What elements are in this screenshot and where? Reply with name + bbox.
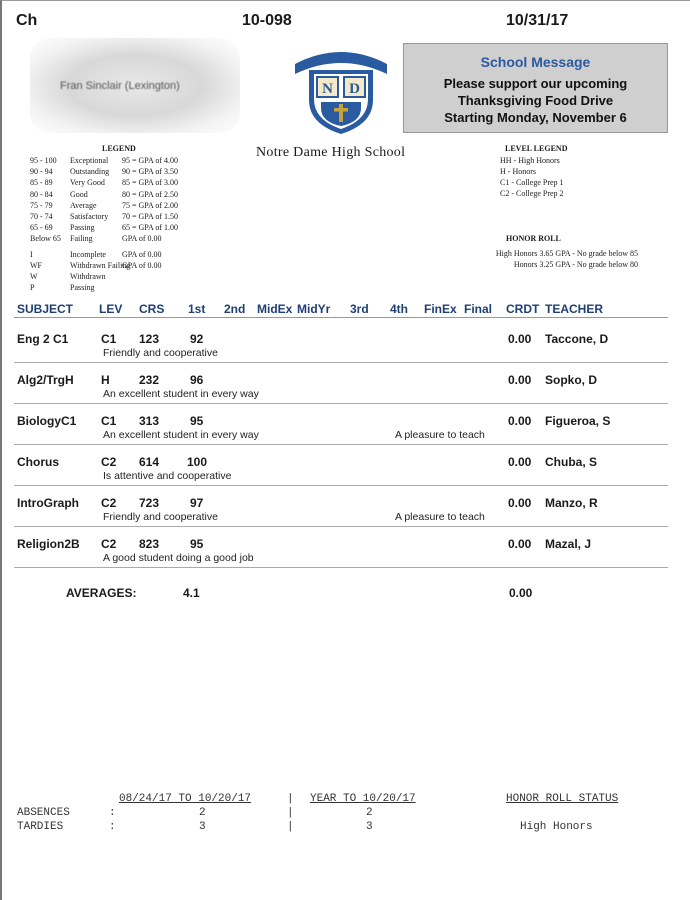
attendance-separator: | — [287, 793, 294, 805]
level-legend-item: HH - High Honors — [500, 156, 560, 165]
course-grade-1st: 95 — [190, 537, 204, 551]
header-divider — [14, 317, 668, 318]
legend-desc: Satisfactory — [70, 211, 109, 221]
svg-text:Be Imitators of Christ — [309, 36, 375, 53]
col-header-1st: 1st — [188, 302, 206, 316]
course-subject: Alg2/TrgH — [17, 373, 74, 387]
legend-gpa: 95 = GPA of 4.00 — [122, 156, 179, 165]
legend-range: 70 - 74 — [30, 211, 53, 221]
report-date: 10/31/17 — [506, 12, 569, 29]
course-number: 723 — [139, 496, 160, 510]
legend-title: LEGEND — [102, 144, 136, 153]
attendance-separator: | — [287, 821, 294, 833]
col-header-4th: 4th — [390, 302, 408, 316]
course-number: 313 — [139, 414, 160, 428]
honor-roll-status-header: HONOR ROLL STATUS — [506, 793, 619, 805]
course-number: 614 — [139, 455, 160, 469]
legend-range: 80 - 84 — [30, 189, 53, 199]
row-divider — [14, 444, 668, 445]
course-grade-1st: 92 — [190, 332, 204, 346]
honor-roll-status-value: High Honors — [520, 821, 593, 833]
school-message-line: Please support our upcoming — [443, 76, 628, 91]
legend-desc: Failing — [70, 234, 93, 244]
level-legend — [500, 155, 564, 199]
averages-gpa: 4.1 — [183, 586, 200, 600]
school-message-line: Starting Monday, November 6 — [444, 110, 627, 125]
legend-range: Below 65 — [30, 234, 61, 244]
col-header-finex: FinEx — [424, 302, 457, 316]
course-teacher: Taccone, D — [545, 332, 609, 346]
student-id: 10-098 — [242, 12, 292, 29]
school-crest-logo — [285, 36, 397, 136]
col-header-3rd: 3rd — [350, 302, 369, 316]
row-divider — [14, 526, 668, 527]
row-divider — [14, 567, 668, 568]
absences-label: ABSENCES — [17, 807, 70, 819]
course-comment: An excellent student in every way — [103, 388, 259, 400]
attendance-separator: | — [287, 807, 294, 819]
course-credit: 0.00 — [508, 455, 532, 469]
legend-range: P — [30, 283, 35, 293]
level-legend-title: LEVEL LEGEND — [505, 144, 568, 153]
course-grade-1st: 100 — [187, 455, 208, 469]
school-name: Notre Dame High School — [256, 145, 406, 160]
level-legend-item: H - Honors — [500, 167, 536, 176]
legend-desc: Incomplete — [70, 249, 106, 259]
honor-roll-criteria — [496, 248, 638, 270]
level-legend-item: C1 - College Prep 1 — [500, 178, 564, 187]
legend-range: WF — [30, 260, 42, 270]
row-divider — [14, 485, 668, 486]
absences-ytd-value: 2 — [366, 807, 373, 819]
attendance-period-header: 08/24/17 TO 10/20/17 — [119, 793, 252, 805]
col-header-lev: LEV — [99, 302, 123, 316]
course-comment: Is attentive and cooperative — [103, 470, 232, 482]
course-comment: Friendly and cooperative — [103, 511, 218, 523]
course-grade-1st: 95 — [190, 414, 204, 428]
legend-gpa: GPA of 0.00 — [122, 234, 162, 244]
legend-range: W — [30, 271, 38, 281]
redacted-address-line: Fran Sinclair (Lexington) — [60, 80, 180, 92]
legend-desc: Very Good — [70, 178, 105, 188]
legend-desc: Good — [70, 189, 88, 199]
crest-motto: Be Imitators of Christ — [308, 36, 374, 53]
absences-period-value: 2 — [199, 807, 206, 819]
legend-gpa: 90 = GPA of 3.50 — [122, 167, 179, 177]
col-header-final: Final — [464, 302, 493, 316]
legend-range: I — [30, 249, 33, 259]
course-level: C1 — [101, 414, 117, 428]
legend-gpa: 65 = GPA of 1.00 — [122, 223, 179, 233]
school-message-line: Thanksgiving Food Drive — [457, 93, 614, 108]
legend-desc: Withdrawn Failing — [70, 260, 131, 270]
course-level: C1 — [101, 332, 117, 346]
legend-range: 90 - 94 — [30, 167, 53, 177]
course-teacher: Sopko, D — [545, 373, 598, 387]
course-teacher: Manzo, R — [545, 496, 598, 510]
col-header-crs: CRS — [139, 302, 165, 316]
honor-roll-title: HONOR ROLL — [506, 234, 561, 243]
course-credit: 0.00 — [508, 537, 532, 551]
legend-range: 65 - 69 — [30, 223, 53, 233]
absences-colon: : — [109, 807, 116, 819]
tardies-colon: : — [109, 821, 116, 833]
course-credit: 0.00 — [508, 496, 532, 510]
tardies-ytd-value: 3 — [366, 821, 373, 833]
tardies-period-value: 3 — [199, 821, 206, 833]
course-teacher: Figueroa, S — [545, 414, 611, 428]
course-comment-2: A pleasure to teach — [395, 429, 485, 441]
course-subject: Eng 2 C1 — [17, 332, 69, 346]
col-header-2nd: 2nd — [224, 302, 246, 316]
course-credit: 0.00 — [508, 332, 532, 346]
course-subject: BiologyC1 — [17, 414, 77, 428]
legend-range: 75 - 79 — [30, 200, 53, 210]
course-subject: IntroGraph — [17, 496, 79, 510]
tardies-label: TARDIES — [17, 821, 64, 833]
course-credit: 0.00 — [508, 373, 532, 387]
col-header-midyr: MidYr — [297, 302, 331, 316]
course-number: 823 — [139, 537, 160, 551]
course-number: 123 — [139, 332, 160, 346]
legend-gpa: GPA of 0.00 — [122, 249, 162, 259]
averages-label: AVERAGES: — [66, 586, 137, 600]
crest-letter-n: N — [322, 81, 333, 97]
legend-desc: Outstanding — [70, 167, 110, 177]
col-header-crdt: CRDT — [506, 302, 540, 316]
legend-gpa: 70 = GPA of 1.50 — [122, 211, 179, 221]
attendance-ytd-header: YEAR TO 10/20/17 — [310, 793, 416, 805]
legend-gpa: 80 = GPA of 2.50 — [122, 189, 179, 199]
level-legend-item: C2 - College Prep 2 — [500, 189, 564, 198]
course-comment: Friendly and cooperative — [103, 347, 218, 359]
course-subject: Chorus — [17, 455, 59, 469]
course-comment-2: A pleasure to teach — [395, 511, 485, 523]
course-teacher: Mazal, J — [545, 537, 592, 551]
course-comment: An excellent student in every way — [103, 429, 259, 441]
student-name: Ch — [16, 12, 38, 29]
legend-range: 95 - 100 — [30, 156, 57, 165]
col-header-subject: SUBJECT — [17, 302, 74, 316]
course-grade-1st: 97 — [190, 496, 204, 510]
col-header-teacher: TEACHER — [545, 302, 604, 316]
averages-credit: 0.00 — [509, 586, 533, 600]
legend-gpa: 85 = GPA of 3.00 — [122, 178, 179, 188]
honor-roll-item: Honors 3.25 GPA - No grade below 80 — [513, 260, 638, 269]
legend-desc: Average — [70, 200, 97, 210]
col-header-midex: MidEx — [257, 302, 293, 316]
course-credit: 0.00 — [508, 414, 532, 428]
row-divider — [14, 403, 668, 404]
course-level: H — [101, 373, 110, 387]
course-grade-1st: 96 — [190, 373, 204, 387]
legend-gpa: GPA of 0.00 — [122, 260, 162, 270]
legend-gpa: 75 = GPA of 2.00 — [122, 200, 179, 210]
course-subject: Religion2B — [17, 537, 80, 551]
row-divider — [14, 362, 668, 363]
course-level: C2 — [101, 537, 117, 551]
legend-desc: Withdrawn — [70, 271, 106, 281]
legend-desc: Exceptional — [70, 156, 109, 165]
course-comment: A good student doing a good job — [103, 552, 254, 564]
course-level: C2 — [101, 455, 117, 469]
legend-desc: Passing — [70, 283, 95, 293]
course-level: C2 — [101, 496, 117, 510]
legend-desc: Passing — [70, 223, 95, 233]
honor-roll-item: High Honors 3.65 GPA - No grade below 85 — [495, 249, 638, 258]
legend-range: 85 - 89 — [30, 178, 53, 188]
school-message-title: School Message — [480, 54, 591, 70]
crest-letter-d: D — [349, 81, 360, 97]
school-message-box — [403, 43, 668, 133]
course-teacher: Chuba, S — [545, 455, 598, 469]
course-number: 232 — [139, 373, 160, 387]
